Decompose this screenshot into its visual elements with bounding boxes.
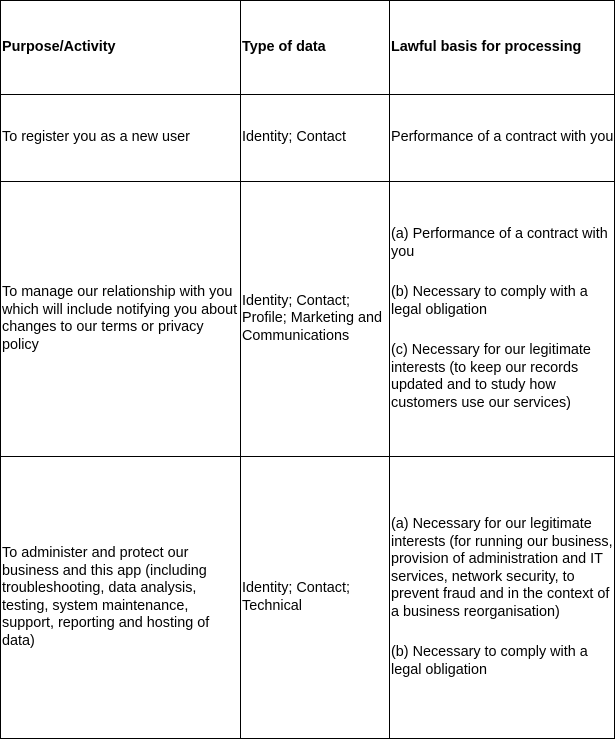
basis-item: (b) Necessary to comply with a legal obligation: [391, 284, 588, 318]
basis-item: (b) Necessary to comply with a legal obligation: [391, 644, 588, 678]
header-lawful-basis: Lawful basis for processing: [390, 1, 615, 95]
basis-cell: [390, 182, 615, 457]
data-type-cell: Identity; Contact; Profile; Marketing and Communications: [241, 182, 390, 457]
basis-cell: [390, 457, 615, 739]
table-row: [1, 182, 615, 457]
basis-item: (c) Necessary for our legitimate interests (to keep our records updated and to study how customers use our services): [391, 342, 591, 411]
table-row: [1, 457, 615, 739]
header-purpose: Purpose/Activity: [1, 1, 241, 95]
purpose-cell: To manage our relationship with you which will include notifying you about changes to our terms or privacy policy: [1, 182, 241, 457]
purpose-cell: To register you as a new user: [1, 95, 241, 182]
basis-item: (a) Necessary for our legitimate interests (for running our business, provision of administration and IT services, network security, to prevent fraud and in the context of a business reorganisation): [391, 516, 613, 620]
header-row: [1, 1, 615, 95]
basis-item: (a) Performance of a contract with you: [391, 226, 608, 260]
basis-cell: [390, 95, 615, 182]
basis-item: Performance of a contract with you: [391, 129, 614, 146]
table-row: [1, 95, 615, 182]
header-data-type: Type of data: [241, 1, 390, 95]
data-type-cell: Identity; Contact: [241, 95, 390, 182]
purpose-cell: To administer and protect our business and this app (including troubleshooting, data analysis, testing, system maintenance, support, reporting and hosting of data): [1, 457, 241, 739]
data-type-cell: Identity; Contact; Technical: [241, 457, 390, 739]
